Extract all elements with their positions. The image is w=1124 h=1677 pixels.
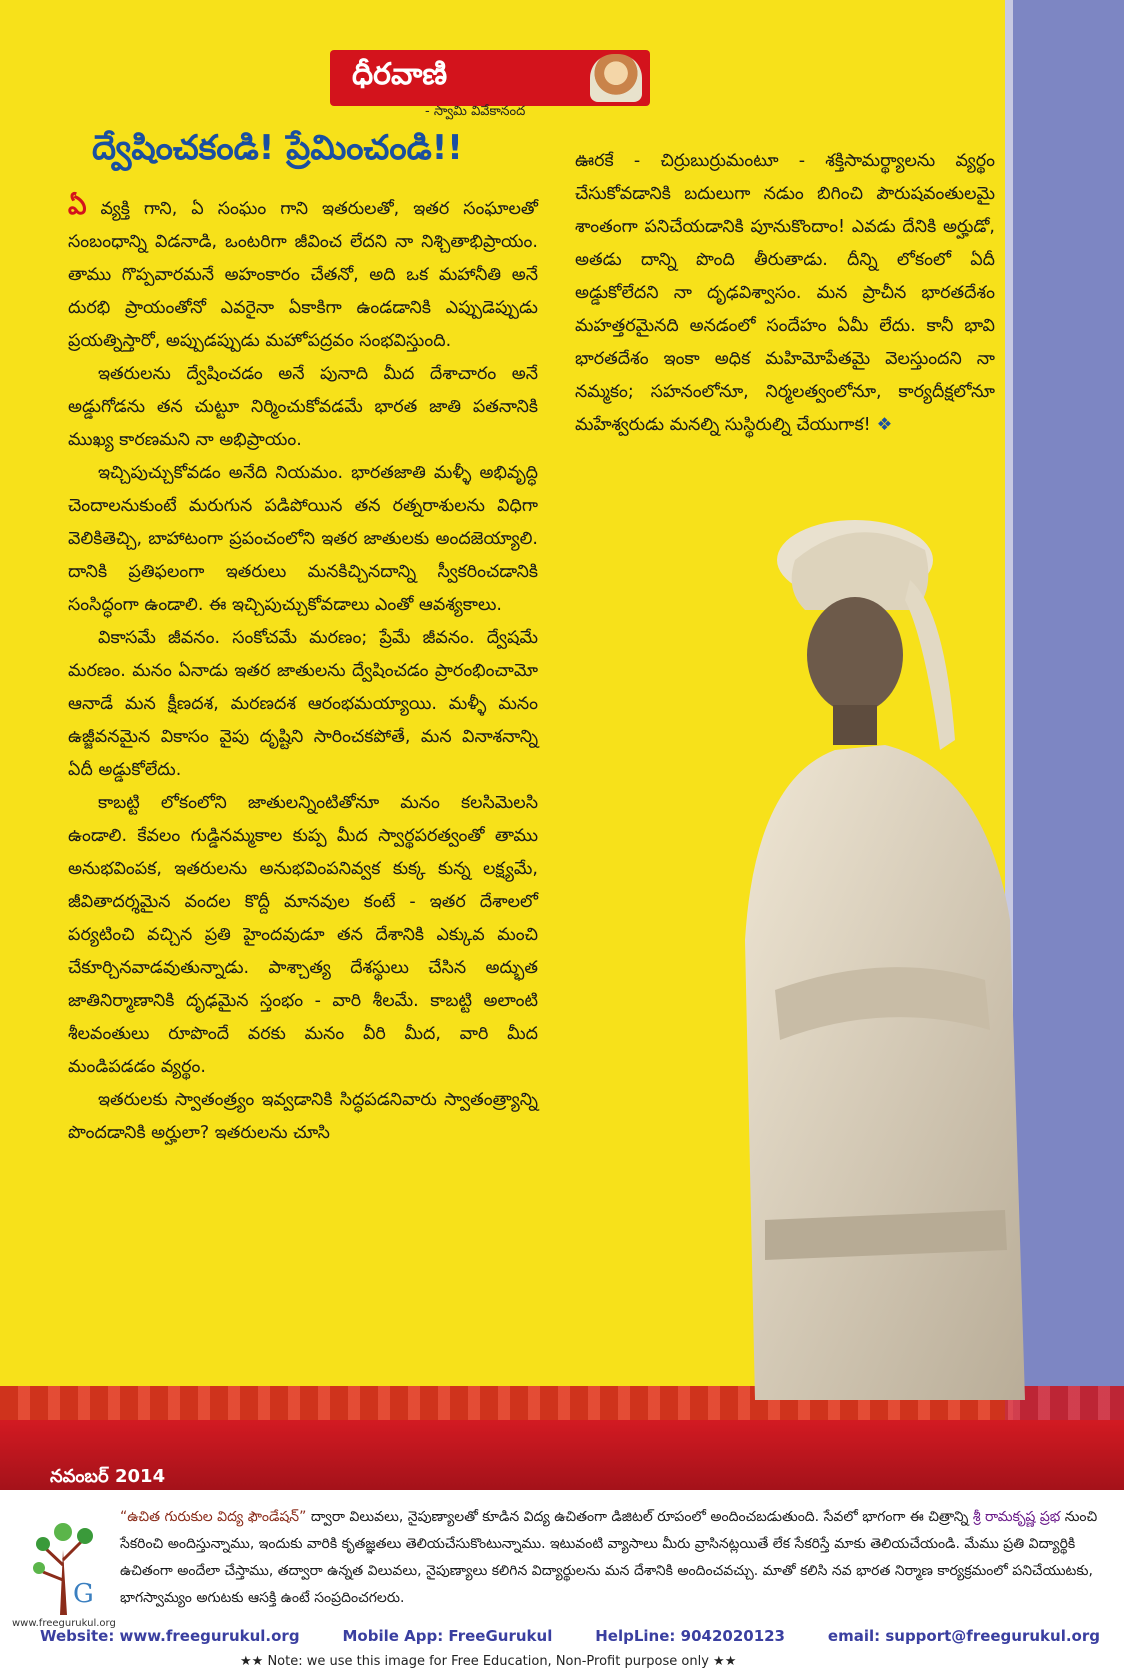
- footer: [0, 1490, 1124, 1677]
- issue-date: నవంబర్ 2014: [50, 1466, 166, 1487]
- author-byline: - స్వామి వివేకానంద: [425, 104, 526, 119]
- paragraph-6: ఇతరులకు స్వాతంత్ర్యం ఇవ్వడానికి సిద్ధపడనివారు స్వాతంత్ర్యాన్ని పొందడానికి అర్హులా? ఇతరులను చూసి: [68, 1090, 538, 1143]
- paragraph-3: ఇచ్చిపుచ్చుకోవడం అనేది నియమం. భారతజాతి మళ్ళీ అభివృద్ధి చెందాలనుకుంటే మరుగున పడిపోయిన తన రత్నరాశులను విధిగా వెలికితెచ్చి, బాహాటంగా ప్రపంచంలోని ఇతర జాతులకు అందజెయ్యాలి. దానికి ప్రతిఫలంగా ఇతరులు మనకిచ్చినదాన్ని స్వీకరించడానికి సంసిద్ధంగా ఉండాలి. ఈ ఇచ్చిపుచ్చుకోవడాలు ఎంతో ఆవశ్యకాలు.: [68, 463, 538, 615]
- svg-text:G: G: [73, 1579, 94, 1609]
- footer-text-2: నుంచి సేకరించి అందిస్తున్నాము, ఇందుకు వారికి కృతజ్ఞతలు తెలియచేసుకొంటున్నాము. ఇటువంటి వ్యాసాలు మీరు వ్రాసినట్లయితే లేక సేకరిస్తే మాకు తెలియచేయండి. మేము ప్రతి విద్యార్థికి ఉచితంగా అందేలా చేస్తాము, తద్వారా ఉన్నత విలువలు, నైపుణ్యాలు కలిగిన విద్యార్థులను మన దేశానికి అందించవచ్చు. మాతో కలిసి నవ భారత నిర్మాణ కార్యక్రమంలో పనిచేయుటకు, భాగస్వామ్యం అగుటకు ఆసక్తి ఉంటే సంప్రదించగలరు.: [120, 1509, 1098, 1606]
- drop-cap: ఏ: [68, 191, 87, 221]
- email-link[interactable]: email: support@freegurukul.org: [827, 1627, 1100, 1645]
- paragraph-2: ఇతరులను ద్వేషించడం అనే పునాది మీద దేశాచారం అనే అడ్డుగోడను తన చుట్టూ నిర్మించుకోవడమే భారత జాతి పతనానికి ముఖ్య కారణమని నా అభిప్రాయం.: [68, 364, 538, 450]
- swami-vivekananda-photo: [735, 520, 1035, 1400]
- usage-note: ★★ Note: we use this image for Free Education, Non-Profit purpose only ★★: [240, 1654, 737, 1669]
- mobile-app-link[interactable]: Mobile App: FreeGurukul: [342, 1627, 553, 1645]
- logo-url: www.freegurukul.org: [12, 1618, 116, 1629]
- footer-text-1: ద్వారా విలువలు, నైపుణ్యాలతో కూడిన విద్య ఉచితంగా డిజిటల్ రూపంలో అందించబడుతుంది. సేవలో భాగంగా ఈ చిత్రాన్ని: [306, 1509, 973, 1525]
- article-column-right: [575, 145, 995, 442]
- source-name: శ్రీ రామకృష్ణ ప్రభ: [972, 1509, 1061, 1525]
- vivekananda-portrait-icon: [590, 54, 642, 102]
- logo-text: ధీరవాణి: [352, 57, 448, 92]
- article-title: ద్వేషించకండి! ప్రేమించండి!!: [92, 128, 463, 168]
- paragraph-5: కాబట్టి లోకంలోని జాతులన్నింటితోనూ మనం కలసిమెలసి ఉండాలి. కేవలం గుడ్డినమ్మకాల కుప్ప మీద స్వార్థపరత్వంతో తాము అనుభవింపక, ఇతరులను అనుభవింపనివ్వక కుక్క కున్న లక్ష్యమే, జీవితాదర్శమైన వందల కొద్దీ మానవుల కంటే - ఇతర దేశాలలో పర్యటించి వచ్చిన ప్రతి హైందవుడూ తన దేశానికి ఎక్కువ మంచి చేకూర్చినవాడవుతున్నాడు. పాశ్చాత్య దేశస్థులు చేసిన అద్భుత జాతినిర్మాణానికి దృఢమైన స్తంభం - వారి శీలమే. కాబట్టి అలాంటి శీలవంతులు రూపొందే వరకు మనం వీరి మీద, వారి మీద మండిపడడం వ్యర్థం.: [68, 793, 538, 1077]
- freegurukul-tree-logo-icon: [15, 1510, 110, 1620]
- paragraph-4: వికాసమే జీవనం. సంకోచమే మరణం; ప్రేమే జీవనం. ద్వేషమే మరణం. మనం ఏనాడు ఇతర జాతులను ద్వేషించడం ప్రారంభించామో ఆనాడే మన క్షీణదశ, మరణదశ ఆరంభమయ్యాయి. మళ్ళీ మనం ఉజ్జీవనమైన వికాసం వైపు దృష్టిని సారించకపోతే, మన వినాశనాన్ని ఏదీ అడ్డుకోలేదు.: [68, 628, 538, 780]
- org-name: “ఉచిత గురుకుల విద్య ఫౌండేషన్”: [120, 1509, 307, 1525]
- website-link[interactable]: Website: www.freegurukul.org: [40, 1627, 300, 1645]
- helpline-number[interactable]: HelpLine: 9042020123: [595, 1627, 785, 1645]
- contact-row: [40, 1627, 1100, 1645]
- dheeravani-logo: [330, 50, 650, 106]
- paragraph-continued: ఊరకే - చిర్రుబుర్రుమంటూ - శక్తిసామర్థ్యాలను వ్యర్థం చేసుకోవడానికి బదులుగా నడుం బిగించి పౌరుషవంతులమై శాంతంగా పనిచేయడానికి పూనుకొందాం! ఎవడు దేనికి అర్హుడో, అతడు దాన్ని పొంది తీరుతాడు. దీన్ని లోకంలో ఏదీ అడ్డుకోలేదని నా దృఢవిశ్వాసం. మన ప్రాచీన భారతదేశం మహత్తరమైనది అనడంలో సందేహం ఏమీ లేదు. కానీ భావి భారతదేశం ఇంకా అధిక మహిమోపేతమై వెలస్తుందని నా నమ్మకం; సహనంలోనూ, నిర్మలత్వంలోనూ, కార్యదీక్షలోనూ మహేశ్వరుడు మనల్ని సుస్థిరుల్ని చేయుగాక!: [575, 151, 995, 435]
- footer-description: [120, 1504, 1110, 1612]
- red-bottom-band: [0, 1420, 1124, 1490]
- article-column-left: [68, 190, 538, 1150]
- paragraph-1: వ్యక్తి గాని, ఏ సంఘం గాని ఇతరులతో, ఇతర సంఘాలతో సంబంధాన్ని విడనాడి, ఒంటరిగా జీవించ లేదని నా నిశ్చితాభిప్రాయం. తాము గొప్పవారమనే అహంకారం చేతనో, అది ఒక మహానీతి అనే దురభి ప్రాయంతోనో ఎవరైనా ఏకాకిగా ఉండడానికి ఎప్పుడెప్పుడు ప్రయత్నిస్తారో, అప్పుడప్పుడు మహోపద్రవం సంభవిస్తుంది.: [68, 199, 538, 351]
- end-mark-icon: ❖: [876, 415, 893, 435]
